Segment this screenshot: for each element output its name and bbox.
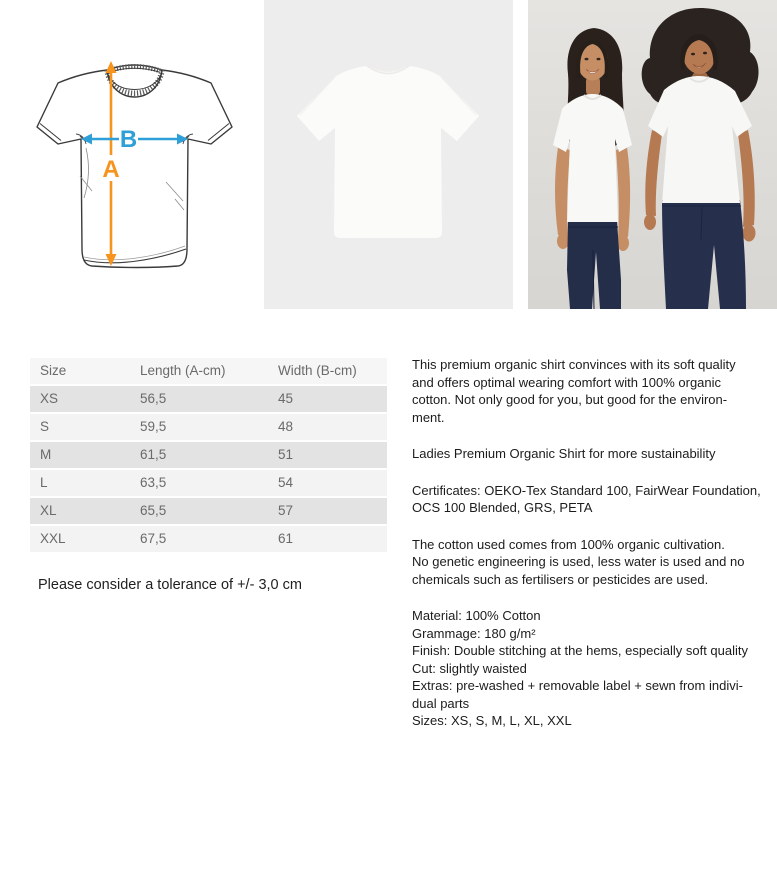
model-left-hand bbox=[557, 233, 569, 249]
description-paragraph bbox=[412, 356, 762, 426]
description-line: No genetic engineering is used, less water is used and no bbox=[412, 554, 745, 569]
description-paragraph bbox=[412, 607, 762, 730]
description-line: ment. bbox=[412, 409, 445, 425]
description-line: Grammage: 180 g/m² bbox=[412, 625, 536, 641]
size-chart-cell: 45 bbox=[278, 391, 294, 406]
size-chart-row bbox=[30, 414, 387, 442]
size-chart-header-row bbox=[30, 358, 387, 386]
size-chart-cell: 51 bbox=[278, 447, 294, 462]
description-line: cotton. Not only good for you, but good for the environ- bbox=[412, 392, 728, 407]
size-chart-cell: XL bbox=[40, 503, 57, 518]
model-right-eye bbox=[703, 52, 707, 55]
model-left-eye bbox=[585, 58, 589, 61]
size-chart-cell: 61,5 bbox=[140, 447, 167, 462]
description-line: Material: 100% Cotton bbox=[412, 608, 541, 623]
description-paragraph bbox=[412, 536, 762, 589]
tshirt-line-drawing bbox=[20, 50, 240, 280]
description-line: dual parts bbox=[412, 695, 470, 711]
size-chart-cell: XS bbox=[40, 391, 59, 406]
size-chart-column-header: Size bbox=[40, 363, 67, 378]
size-measurement-diagram-image bbox=[20, 50, 240, 280]
description-line: Finish: Double stitching at the hems, especially soft quality bbox=[412, 643, 749, 658]
size-chart-table bbox=[30, 358, 387, 554]
size-chart-cell: 63,5 bbox=[140, 475, 167, 490]
description-line: chemicals such as fertilisers or pesticides are used. bbox=[412, 571, 709, 587]
size-chart-cell: 48 bbox=[278, 419, 294, 434]
model-right-eye bbox=[691, 53, 695, 56]
description-paragraph bbox=[412, 445, 762, 463]
description-line: and offers optimal wearing comfort with 100% organic bbox=[412, 374, 722, 390]
model-right-jeans bbox=[662, 200, 746, 309]
description-paragraph bbox=[412, 482, 762, 517]
size-chart-cell: L bbox=[40, 475, 48, 490]
description-line: The cotton used comes from 100% organic cultivation. bbox=[412, 536, 725, 552]
size-chart-cell: 57 bbox=[278, 503, 294, 518]
model-left-eye bbox=[597, 58, 601, 61]
description-line: Ladies Premium Organic Shirt for more sustainability bbox=[412, 446, 716, 461]
size-chart-row bbox=[30, 498, 387, 526]
size-chart-column-header: Width (B-cm) bbox=[278, 363, 357, 378]
model-right-hand bbox=[644, 214, 656, 230]
size-chart-row bbox=[30, 526, 387, 554]
models-photo-graphic bbox=[528, 0, 777, 309]
size-chart-cell: 59,5 bbox=[140, 419, 167, 434]
flat-shirt-product-image bbox=[264, 0, 513, 309]
size-chart-cell: S bbox=[40, 419, 50, 434]
measure-label-a: A bbox=[102, 156, 120, 183]
description-line: Sizes: XS, S, M, L, XL, XXL bbox=[412, 713, 572, 728]
size-chart-row bbox=[30, 442, 387, 470]
description-line: This premium organic shirt convinces with its soft quality bbox=[412, 357, 736, 372]
product-description bbox=[412, 356, 762, 749]
size-chart-row bbox=[30, 386, 387, 414]
size-chart-cell: M bbox=[40, 447, 52, 462]
description-line: Cut: slightly waisted bbox=[412, 660, 527, 676]
models-photo-image bbox=[528, 0, 777, 309]
size-chart-cell: XXL bbox=[40, 531, 66, 546]
size-chart-cell: 61 bbox=[278, 531, 294, 546]
description-line: Certificates: OEKO-Tex Standard 100, FairWear Foundation, bbox=[412, 482, 761, 498]
measure-label-b: B bbox=[119, 126, 138, 153]
size-chart-cell: 67,5 bbox=[140, 531, 167, 546]
size-chart-cell: 54 bbox=[278, 475, 294, 490]
size-chart-column-header: Length (A-cm) bbox=[140, 363, 226, 378]
size-chart-cell: 56,5 bbox=[140, 391, 167, 406]
size-chart-body bbox=[30, 386, 387, 554]
description-line: OCS 100 Blended, GRS, PETA bbox=[412, 500, 593, 515]
description-line: Extras: pre-washed + removable label + sewn from indivi- bbox=[412, 678, 743, 693]
flat-shirt-graphic bbox=[264, 0, 513, 309]
model-right-hand bbox=[743, 225, 756, 242]
tolerance-note: Please consider a tolerance of +/- 3,0 cm bbox=[38, 577, 302, 593]
size-chart-row bbox=[30, 470, 387, 498]
size-chart-cell: 65,5 bbox=[140, 503, 167, 518]
